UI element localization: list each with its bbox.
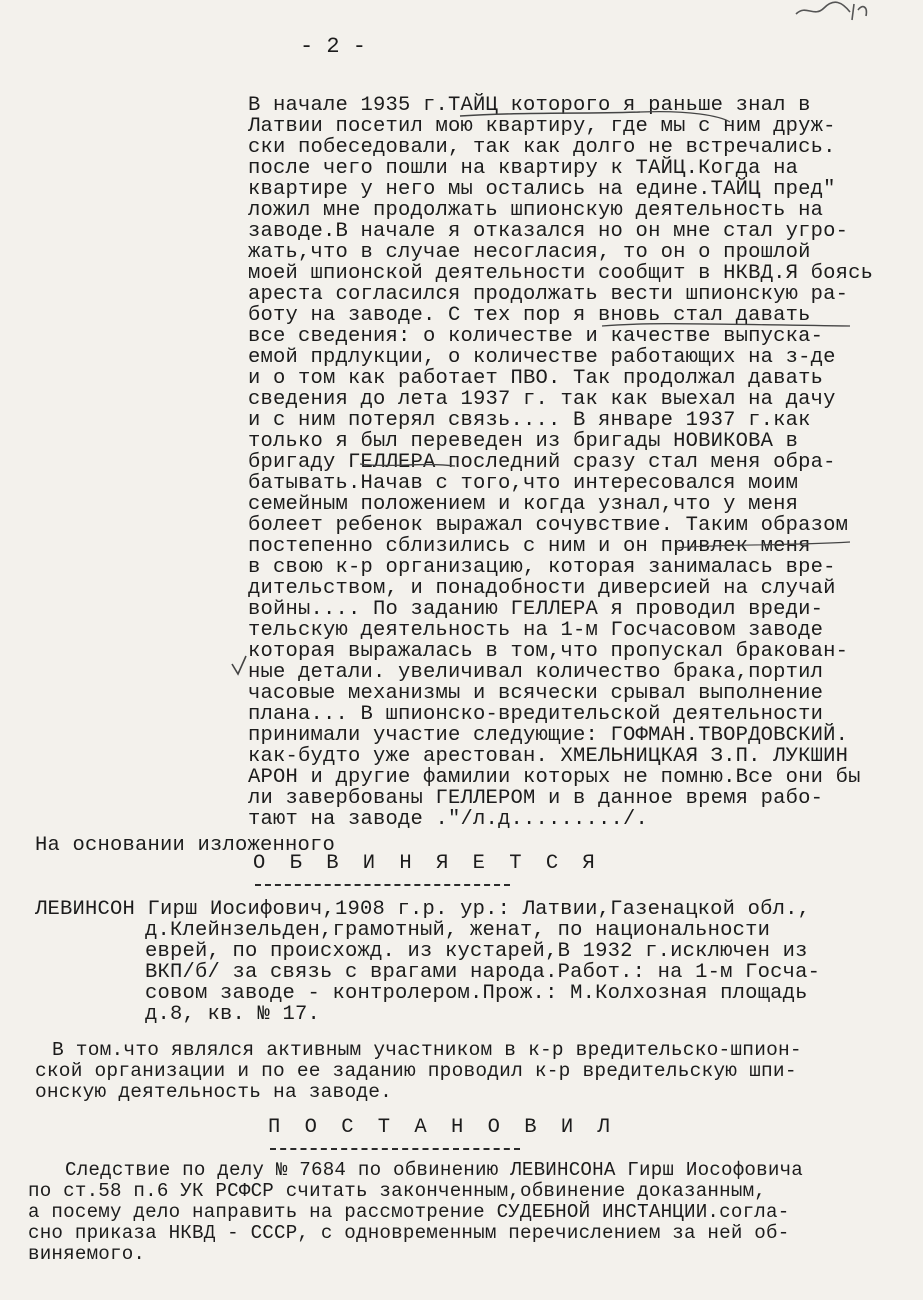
testimony-line: батывать.Начав с того,что интересовался моим: [248, 472, 799, 495]
testimony-line: боту на заводе. С тех пор я вновь стал давать: [248, 304, 811, 327]
testimony-line: постепенно сблизились с ним и он привлек меня: [248, 535, 811, 558]
decree-line: а посему дело направить на рассмотрение СУДЕБНОЙ ИНСТАНЦИИ.согла-: [28, 1201, 790, 1223]
testimony-line: бригаду ГЕЛЛЕРА последний сразу стал меня обра-: [248, 451, 836, 474]
testimony-line: которая выражалась в том,что пропускал бракован-: [248, 640, 849, 663]
decree-heading: П О С Т А Н О В И Л: [268, 1116, 616, 1139]
testimony-line: в свою к-р организацию, которая занималась вре-: [248, 556, 836, 579]
testimony-line: ложил мне продолжать шпионскую деятельность на: [248, 199, 824, 222]
decree-line: сно приказа НКВД - СССР, с одновременным перечислением за ней об-: [28, 1222, 790, 1244]
testimony-line: войны.... По заданию ГЕЛЛЕРА я проводил вреди-: [248, 598, 824, 621]
basis-text: На основании изложенного: [35, 834, 336, 857]
decree-line: Следствие по делу № 7684 по обвинению ЛЕВИНСОНА Гирш Иософовича: [65, 1159, 804, 1181]
accused-line: еврей, по происхожд. из кустарей,В 1932 г.исключен из: [145, 940, 808, 963]
testimony-line: болеет ребенок выражал сочувствие. Таким образом: [248, 514, 849, 537]
accused-line: д.8, кв. № 17.: [145, 1003, 321, 1026]
testimony-line: моей шпионской деятельности сообщит в НКВД.Я боясь: [248, 262, 874, 285]
testimony-line: ски побеседовали, так как долго не встречались.: [248, 136, 836, 159]
testimony-line: тают на заводе ."/л.д........./.: [248, 808, 649, 831]
charge-line: В том.что являлся активным участником в к-р вредительско-шпион-: [52, 1039, 802, 1061]
testimony-line: и о том как работает ПВО. Так продолжал давать: [248, 367, 824, 390]
testimony-line: семейным положением и когда узнал,что у меня: [248, 493, 799, 516]
testimony-line: принимали участие следующие: ГОФМАН.ТВОРДОВСКИЙ.: [248, 724, 849, 747]
charge-line: онскую деятельность на заводе.: [35, 1081, 393, 1103]
testimony-line: жать,что в случае несогласия, то он о прошлой: [248, 241, 811, 264]
testimony-line: квартире у него мы остались на едине.ТАЙЦ пред": [248, 178, 836, 201]
testimony-line: плана... В шпионско-вредительской деятельности: [248, 703, 824, 726]
accused-line: ВКП/б/ за связь с врагами народа.Работ.: на 1-м Госча-: [145, 961, 821, 984]
accused-heading: О Б В И Н Я Е Т С Я: [253, 852, 601, 875]
testimony-line: В начале 1935 г.ТАЙЦ которого я раньше знал в: [248, 94, 811, 117]
testimony-line: дительством, и понадобности диверсией на случай: [248, 577, 836, 600]
testimony-line: ареста согласился продолжать вести шпионскую ра-: [248, 283, 849, 306]
testimony-line: и с ним потерял связь.... В январе 1937 г.как: [248, 409, 811, 432]
testimony-line: ные детали. увеличивал количество брака,портил: [248, 661, 824, 684]
testimony-line: после чего пошли на квартиру к ТАЙЦ.Когда на: [248, 157, 799, 180]
decree-line: виняемого.: [28, 1243, 146, 1265]
accused-line: д.Клейнзельден,грамотный, женат, по национальности: [145, 919, 771, 942]
testimony-line: как-будто уже арестован. ХМЕЛЬНИЦКАЯ З.П. ЛУКШИН: [248, 745, 849, 768]
testimony-line: часовые механизмы и всячески срывал выполнение: [248, 682, 824, 705]
accused-heading-rule: [255, 884, 510, 886]
testimony-line: емой прдлукции, о количестве работающих на з-де: [248, 346, 836, 369]
testimony-line: только я был переведен из бригады НОВИКОВА в: [248, 430, 799, 453]
testimony-line: все сведения: о количестве и качестве выпуска-: [248, 325, 824, 348]
testimony-line: заводе.В начале я отказался но он мне стал угро-: [248, 220, 849, 243]
testimony-line: ли завербованы ГЕЛЛЕРОМ и в данное время рабо-: [248, 787, 824, 810]
decree-heading-rule: [270, 1148, 520, 1150]
testimony-line: АРОН и другие фамилии которых не помню.Все они бы: [248, 766, 861, 789]
accused-line: совом заводе - контролером.Прож.: М.Колхозная площадь: [145, 982, 808, 1005]
decree-line: по ст.58 п.6 УК РСФСР считать законченным,обвинение доказанным,: [28, 1180, 767, 1202]
testimony-line: сведения до лета 1937 г. так как выехал на дачу: [248, 388, 836, 411]
accused-line: ЛЕВИНСОН Гирш Иосифович,1908 г.р. ур.: Латвии,Газенацкой обл.,: [35, 898, 811, 921]
charge-line: ской организации и по ее заданию проводил к-р вредительскую шпи-: [35, 1060, 797, 1082]
testimony-line: тельскую деятельность на 1-м Госчасовом заводе: [248, 619, 824, 642]
page-number: - 2 -: [300, 34, 367, 59]
testimony-line: Латвии посетил мою квартиру, где мы с ним друж-: [248, 115, 836, 138]
